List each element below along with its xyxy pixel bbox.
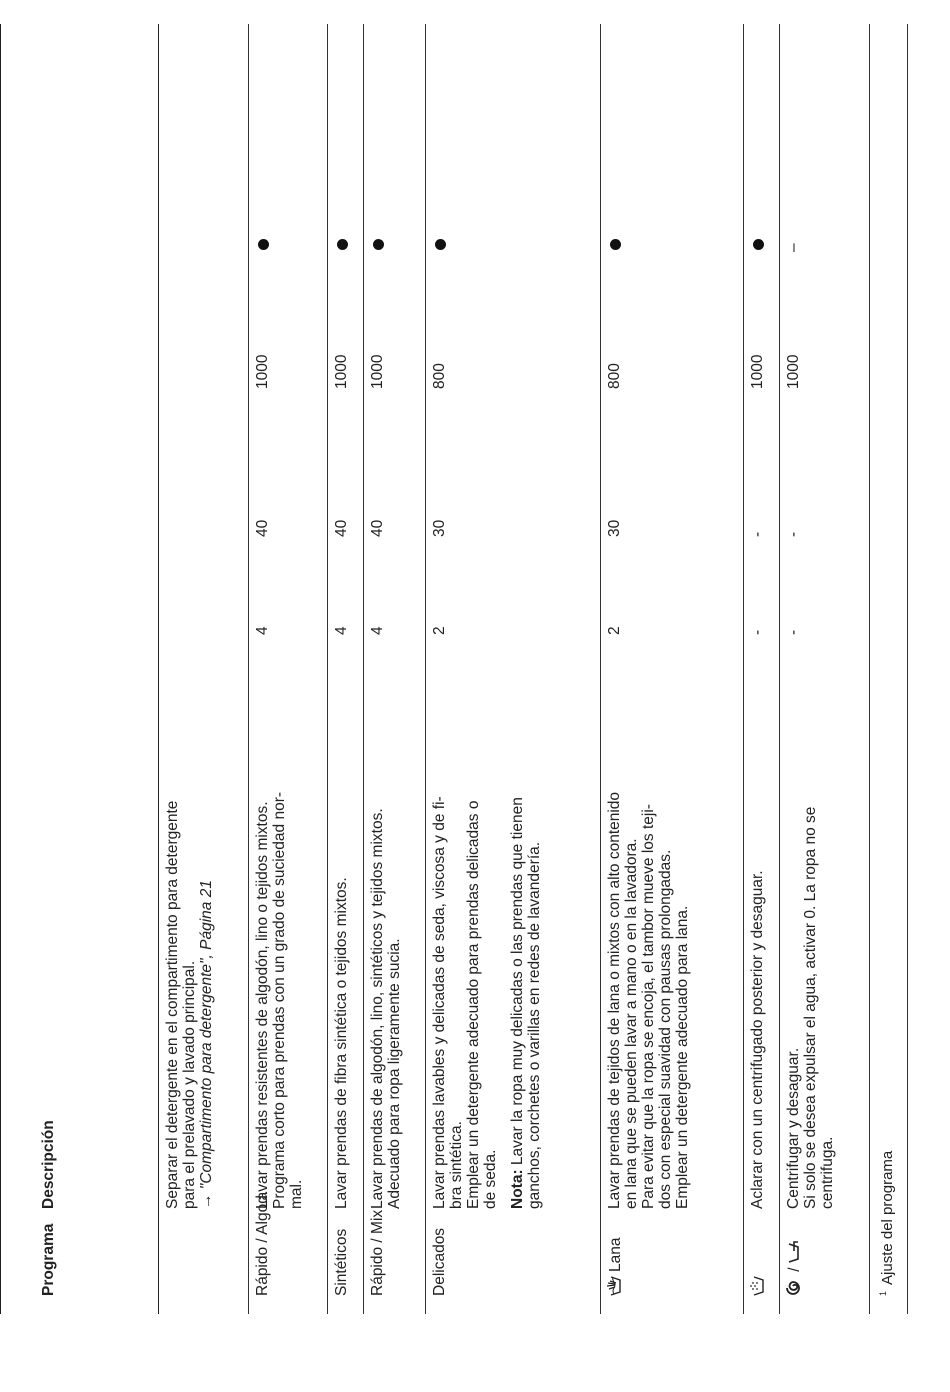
table-row	[779, 0, 869, 1392]
desc-line: Emplear un detergente adecuado para prendas delicadas o	[465, 800, 482, 1209]
row-temp: -	[785, 531, 802, 537]
bullet-icon	[258, 239, 269, 250]
table-row	[248, 0, 327, 1392]
bullet-icon	[435, 239, 446, 250]
table-row	[425, 0, 600, 1392]
row-description	[606, 649, 691, 1209]
row-description	[254, 649, 305, 1209]
footnote-marker: 1	[878, 1290, 888, 1296]
cross-reference[interactable]	[198, 649, 215, 1209]
row-rpm: 1000	[749, 354, 766, 389]
desc-line: centrifuga.	[819, 1136, 836, 1209]
row-temp: 30	[606, 519, 623, 537]
row-rpm: 800	[431, 363, 448, 389]
table-row	[743, 0, 779, 1392]
row-description	[333, 649, 350, 1209]
table-row	[327, 0, 363, 1392]
desc-line: Si solo se desea expulsar el agua, activar 0. La ropa no se	[802, 806, 819, 1209]
row-temp: 40	[333, 519, 350, 537]
row-programa: Sintéticos	[333, 1228, 350, 1296]
row-description	[749, 649, 766, 1209]
desc-line: Lavar prendas lavables y delicadas de seda, viscosa y de fi-	[431, 796, 448, 1209]
desc-line: para el prelavado y lavado principal.	[181, 960, 198, 1209]
desc-line: mal.	[288, 1179, 305, 1209]
row-divider	[869, 24, 870, 1314]
row-programa: Delicados	[431, 1227, 448, 1296]
desc-line: de seda.	[482, 1149, 499, 1209]
desc-line: Programa corto para prendas con un grado de suciedad nor-	[271, 791, 288, 1209]
drain-icon	[785, 1241, 805, 1263]
desc-line: Lavar prendas resistentes de algodón, lino o tejidos mixtos.	[254, 801, 271, 1209]
row-programa: Rápido / Mix	[369, 1209, 386, 1296]
desc-line: Lavar prendas de tejidos de lana o mixtos con alto contenido	[606, 791, 623, 1209]
row-carga: 2	[606, 626, 623, 635]
row-temp: 30	[431, 519, 448, 537]
row-programa	[606, 1238, 626, 1296]
desc-line: Para evitar que la ropa se encoja, el tambor mueve los teji-	[640, 804, 657, 1209]
row-carga: -	[785, 629, 802, 635]
note-line	[509, 649, 526, 1209]
row-carga: 4	[369, 626, 386, 635]
arrow-icon: →	[198, 1193, 215, 1209]
header-programa: Programa	[40, 1223, 57, 1296]
desc-line: bra sintética.	[448, 1121, 465, 1209]
bullet-icon	[373, 239, 384, 250]
footnote	[878, 1151, 896, 1296]
desc-line: Lavar prendas de algodón, lino, sintéticos y tejidos mixtos.	[369, 808, 386, 1209]
desc-line: Centrifugar y desaguar.	[785, 1047, 802, 1209]
row-carga: 2	[431, 626, 448, 635]
note-label: Nota:	[509, 1169, 526, 1209]
table-row	[363, 0, 425, 1392]
row-programa	[749, 1272, 769, 1296]
desc-line: dos con especial suavidad con pausas prolongadas.	[657, 849, 674, 1209]
row-temp: -	[749, 531, 766, 537]
row-description	[369, 649, 403, 1209]
note-text: Lavar la ropa muy delicadas o las prendas que tienen	[509, 797, 526, 1170]
spin-icon	[785, 1280, 805, 1296]
row-temp: 40	[369, 519, 386, 537]
bullet-icon	[753, 239, 764, 250]
row-rpm: 1000	[333, 354, 350, 389]
desc-line: Emplear un detergente adecuado para lana.	[674, 905, 691, 1209]
row-carga: -	[749, 629, 766, 635]
row-temp: 40	[254, 519, 271, 537]
header-descripcion: Descripción	[40, 1120, 57, 1209]
desc-line: Separar el detergente en el compartimento para detergente	[164, 800, 181, 1209]
hand-wash-icon	[606, 1276, 626, 1296]
row-description	[164, 649, 215, 1209]
row-carga: 4	[254, 626, 271, 635]
row-rpm: 1000	[254, 354, 271, 389]
row-rpm: 1000	[369, 354, 386, 389]
table-row	[158, 0, 248, 1392]
row-carga: 4	[333, 626, 350, 635]
row-extra: –	[785, 243, 802, 252]
footnote-text: Ajuste del programa	[879, 1150, 896, 1285]
row-description	[431, 649, 543, 1209]
bullet-icon	[610, 239, 621, 250]
table-top-rule	[0, 24, 1, 1314]
desc-line: en lana que se pueden lavar a mano o en la lavadora.	[623, 838, 640, 1209]
row-programa	[785, 1237, 805, 1296]
rinse-icon	[749, 1276, 769, 1296]
program-label: Lana	[607, 1237, 624, 1272]
row-description	[785, 649, 836, 1209]
desc-line: Aclarar con un centrifugado posterior y desaguar.	[749, 870, 766, 1209]
table-bottom-rule	[907, 24, 908, 1314]
row-programa: Rápido / Algod.	[254, 1190, 271, 1296]
row-rpm: 1000	[785, 354, 802, 389]
cross-reference-link[interactable]: "Compartimento para detergente", Página 21	[198, 880, 215, 1190]
desc-line: Lavar prendas de fibra sintética o tejidos mixtos.	[333, 877, 350, 1209]
note-text: ganchos, corchetes o varillas en redes de lavandería.	[526, 841, 543, 1209]
table-row	[600, 0, 743, 1392]
desc-line: Adecuado para ropa ligeramente sucia.	[386, 938, 403, 1209]
row-rpm: 800	[606, 363, 623, 389]
program-separator: /	[786, 1263, 803, 1276]
bullet-icon	[337, 239, 348, 250]
